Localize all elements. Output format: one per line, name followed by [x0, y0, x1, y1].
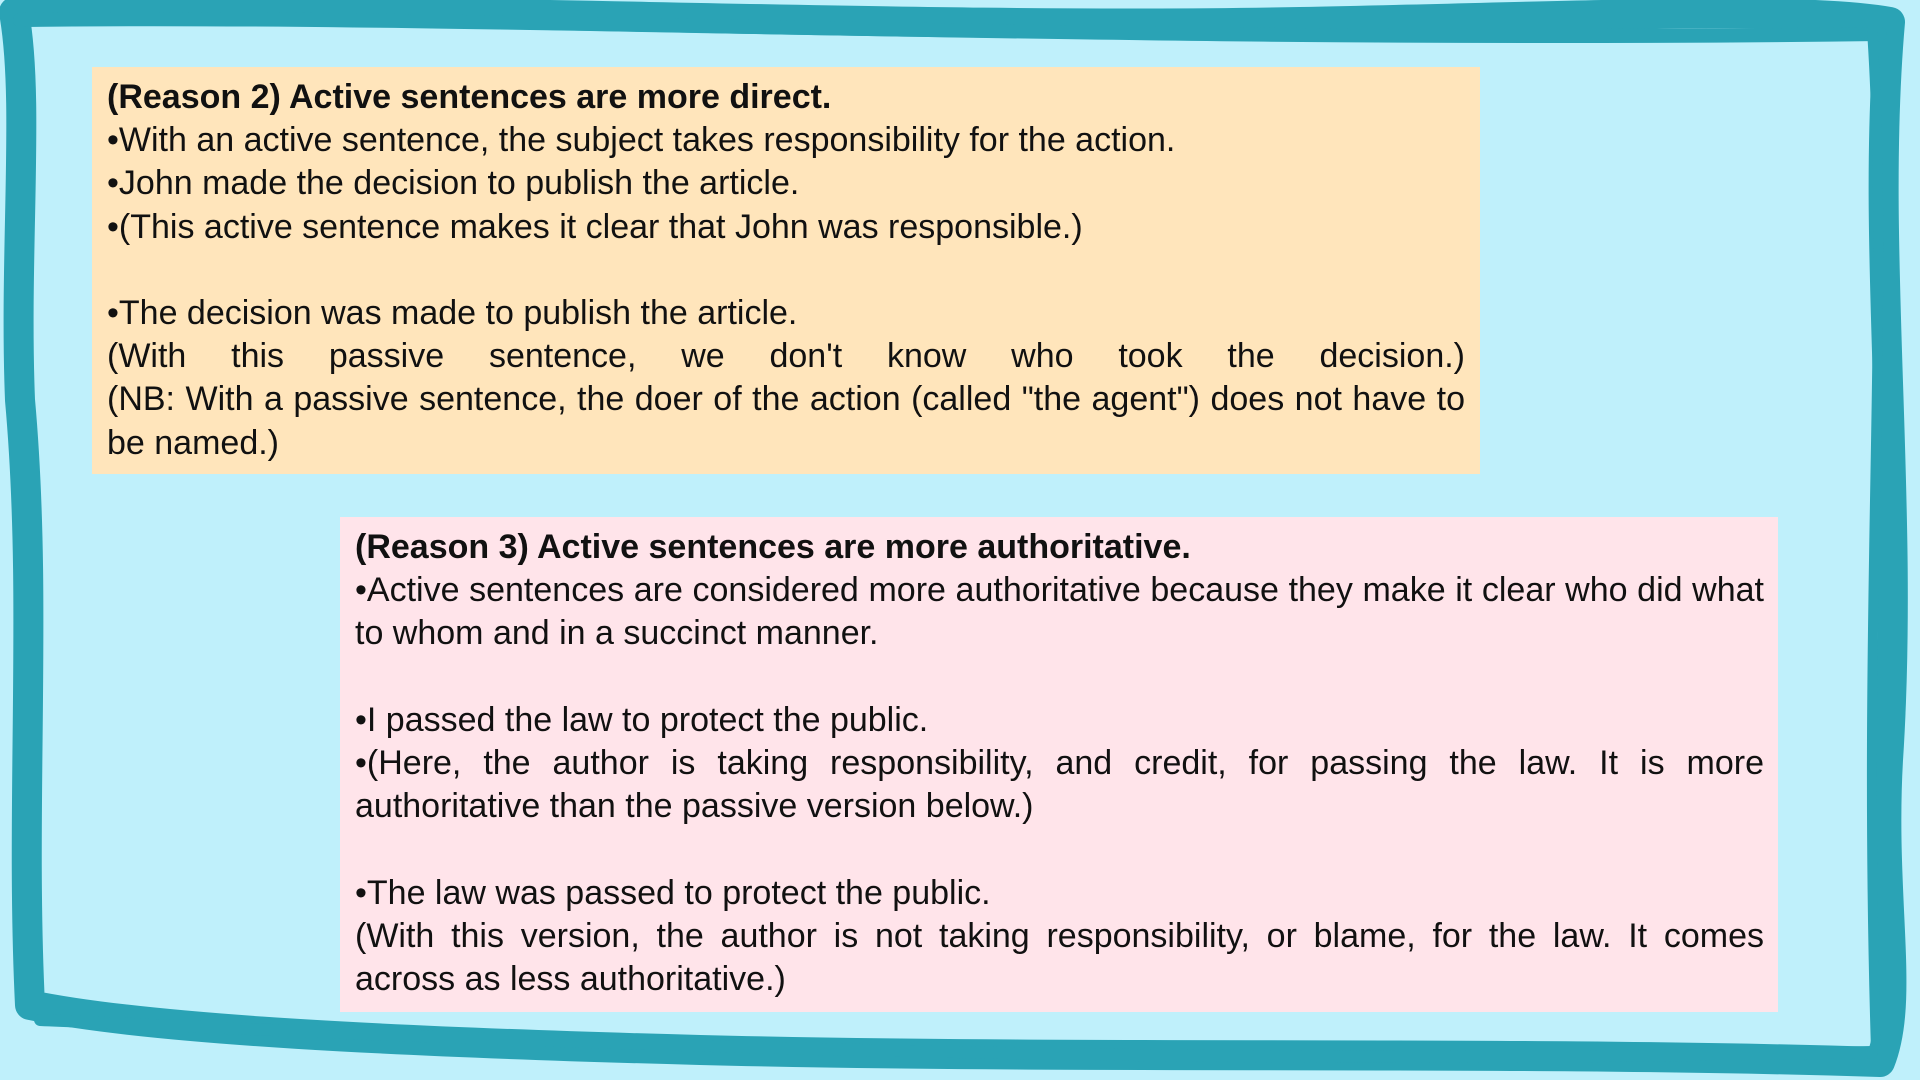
reason-2-bullet-4: •The decision was made to publish the article. [107, 294, 798, 332]
blank-line [107, 249, 1465, 292]
blank-line [355, 656, 1764, 699]
reason-2-box [92, 67, 1480, 474]
reason-3-bullet-1: •Active sentences are considered more authoritative because they make it clear who did what to whom and in a succinct manner. [355, 571, 1764, 653]
reason-3-note-1: (With this version, the author is not taking responsibility, or blame, for the law. It comes across as less authoritative.) [355, 916, 1764, 998]
reason-3-box [340, 517, 1778, 1012]
reason-3-bullet-4: •The law was passed to protect the public. [355, 873, 991, 912]
blank-line [355, 828, 1764, 871]
reason-2-bullet-2: •John made the decision to publish the article. [107, 164, 800, 203]
reason-3-heading: (Reason 3) Active sentences are more authoritative. [355, 528, 1191, 566]
reason-3-bullet-2: •I passed the law to protect the public. [355, 700, 929, 739]
reason-2-heading: (Reason 2) Active sentences are more direct. [107, 78, 832, 116]
reason-2-bullet-3: •(This active sentence makes it clear that John was responsible.) [107, 207, 1083, 246]
reason-2-note-2: (NB: With a passive sentence, the doer of the action (called "the agent") does not have to be named.) [107, 380, 1465, 462]
reason-3-bullet-3: •(Here, the author is taking responsibility, and credit, for passing the law. It is more authoritative than the passive version below.) [355, 744, 1764, 826]
reason-2-note-1: (With this passive sentence, we don't know who took the decision.) [107, 337, 1465, 376]
reason-2-bullet-1: •With an active sentence, the subject takes responsibility for the action. [107, 121, 1176, 160]
